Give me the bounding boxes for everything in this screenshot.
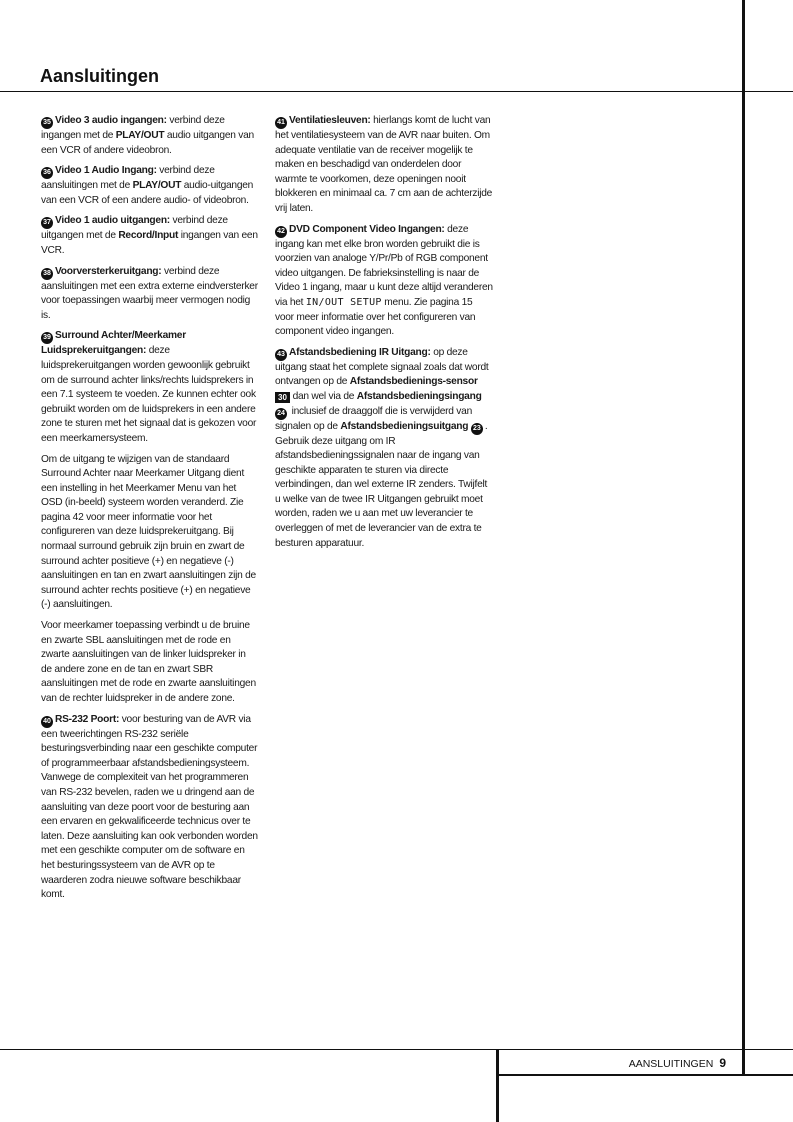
item-emphasis: Afstandsbedieningsingang — [356, 390, 482, 402]
item-heading: DVD Component Video Ingangen: — [289, 223, 445, 235]
item-36 — [41, 164, 259, 208]
item-text: audio uitgangen van een VCR of andere videobron. — [41, 130, 254, 156]
item-text: verbind deze uitgangen met de — [41, 215, 228, 242]
item-text: deze ingang kan met elke bron worden gebruikt die is voorzien van analoge Y/Pr/Pb of RGB component video uitgangen. De fabrieksinstelling is naar de Video 1 ingang, maar u kunt deze altijd veranderen via het — [275, 223, 493, 308]
menu-name: IN/OUT SETUP — [305, 296, 382, 308]
item-emphasis: Record/Input — [118, 230, 179, 242]
right-column — [275, 114, 493, 557]
item-emphasis: PLAY/OUT — [115, 130, 165, 141]
callout-number-icon: 43 — [275, 349, 287, 361]
item-text: voor besturing van de AVR via een tweerichtingen RS-232 seriële besturingsverbinding naar een geschikte computer of programmeerbaar afstandsbedieningsysteem. Vanwege de complexiteit van het programmeren van RS-232 bevelen, raden we u dringend aan de aansluiting van deze poort voor de besturing aan een ervaren en gekwalificeerde technicus over te laten. Deze aansluiting kan ook verbonden worden met een geschikte computer om de software en het besturingssysteem van de AVR op te waarderen zodra nieuwe software beschikbaar komt. — [41, 713, 258, 901]
item-heading: Surround Achter/Meerkamer Luidsprekeruitgangen: — [41, 330, 186, 357]
item-emphasis: PLAY/OUT — [132, 180, 182, 192]
item-text: verbind deze aansluitingen met een extra externe eindversterker voor toepassingen waarbij meer vermogen nodig is. — [41, 265, 258, 321]
header-rule — [0, 91, 793, 92]
item-35 — [41, 114, 259, 158]
callout-number-icon: 35 — [41, 117, 53, 129]
page-footer — [600, 1056, 726, 1070]
item-heading: Video 3 audio ingangen: — [55, 115, 167, 126]
callout-number-icon: 23 — [471, 423, 483, 435]
item-37 — [41, 214, 259, 258]
item-emphasis: Afstandsbedieningsuitgang — [340, 420, 469, 432]
callout-number-icon: 37 — [41, 217, 53, 229]
item-43 — [275, 346, 493, 552]
item-42 — [275, 223, 493, 340]
item-text: ingangen van een VCR. — [41, 230, 258, 256]
item-38 — [41, 265, 259, 324]
item-text: . Gebruik deze uitgang om IR afstandsbedieningssignalen naar de ingang van geschikte apparaten te sturen via directe verbindingen, dan wel externe IR zenders. Twijfelt u welke van de twee IR Uitgangen gebruikt moet worden, raden we u aan met uw leverancier te overleggen of met de leverancier van de extra te besturen apparatuur. — [275, 420, 488, 549]
item-heading: RS-232 Poort: — [55, 713, 120, 725]
item-heading: Video 1 Audio Ingang: — [55, 165, 157, 177]
item-39-paragraph-3: Voor meerkamer toepassing verbindt u de bruine en zwarte SBL aansluitingen met de rode en zwarte aansluitingen van de linker luidspreker in de andere zone en de tan en zwart SBR aansluitingen met de rode en zwarte aansluitingen van de rechter luidspreker in de andere zone. — [41, 620, 256, 704]
footer-label: AANSLUITINGEN — [628, 1058, 714, 1070]
item-40 — [41, 713, 259, 903]
item-39-paragraph-2: Om de uitgang te wijzigen van de standaard Surround Achter naar Meerkamer Uitgang dient een instelling in het Meerkamer Menu van het OSD (in-beeld) systeem worden veranderd. Zie pagina 42 voor meer informatie voor het configureren van deze luidsprekeruitgang. Bij normaal surround gebruik zijn bruin en zwart de surround achter positieve (+) en negatieve (-) aansluitingen en tan en zwart aansluitingen zijn de surround achter rechts positieve (+) en negatieve (-) aansluitingen. — [41, 453, 256, 611]
item-text: verbind deze ingangen met de — [41, 115, 225, 141]
footer-rule — [0, 1049, 793, 1050]
item-text: menu. Zie pagina 15 voor meer informatie over het configureren van component video ingangen. — [275, 296, 476, 338]
item-text: dan wel via de — [290, 390, 357, 402]
item-heading: Voorversterkeruitgang: — [55, 265, 162, 277]
callout-number-icon: 40 — [41, 716, 53, 728]
item-text: verbind deze aansluitingen met de — [41, 165, 215, 192]
item-41 — [275, 114, 493, 217]
item-text: hierlangs komt de lucht van het ventilatiesysteem van de AVR naar buiten. Om adequate ventilatie van de receiver mogelijk te maken en beschadigd van onderdelen door warmte te voorkomen, deze openingen nooit blokkeren en minimaal ca. 7 cm aan de achterzijde vrij laten. — [275, 115, 493, 214]
item-text: op deze uitgang staat het complete signaal zoals dat wordt ontvangen op de — [275, 346, 489, 388]
callout-number-icon: 41 — [275, 117, 287, 129]
page-number: 9 — [719, 1056, 726, 1070]
left-column — [41, 114, 259, 909]
item-text: audio-uitgangen van een VCR of een andere audio- of videobron. — [41, 180, 254, 206]
callout-number-icon: 24 — [275, 408, 287, 420]
item-text: deze luidsprekeruitgangen worden gewoonlijk gebruikt om de surround achter links/rechts luidsprekers in een 7.1 systeem te voeden. Ze kunnen echter ook gebruikt worden om de luidsprekers in een andere zone te sturen met het signaal dat is gekozen voor een meerkamersysteem. — [41, 345, 257, 444]
item-heading: Video 1 audio uitgangen: — [55, 215, 170, 227]
right-vertical-rule — [742, 0, 745, 1074]
callout-number-icon: 42 — [275, 226, 287, 238]
footer-vertical-rule — [496, 1049, 499, 1122]
item-emphasis: Afstandsbedienings-sensor — [349, 376, 478, 388]
item-39 — [41, 329, 259, 446]
callout-number-icon: 38 — [41, 268, 53, 280]
callout-number-icon: 39 — [41, 332, 53, 344]
reference-number-icon: 30 — [275, 392, 290, 403]
item-heading: Afstandsbediening IR Uitgang: — [289, 346, 431, 358]
item-text: inclusief de draaggolf die is verwijderd van signalen op de — [275, 405, 472, 432]
page-title: Aansluitingen — [40, 66, 160, 86]
footer-underline — [496, 1074, 793, 1076]
callout-number-icon: 36 — [41, 167, 53, 179]
item-heading: Ventilatiesleuven: — [289, 115, 371, 126]
